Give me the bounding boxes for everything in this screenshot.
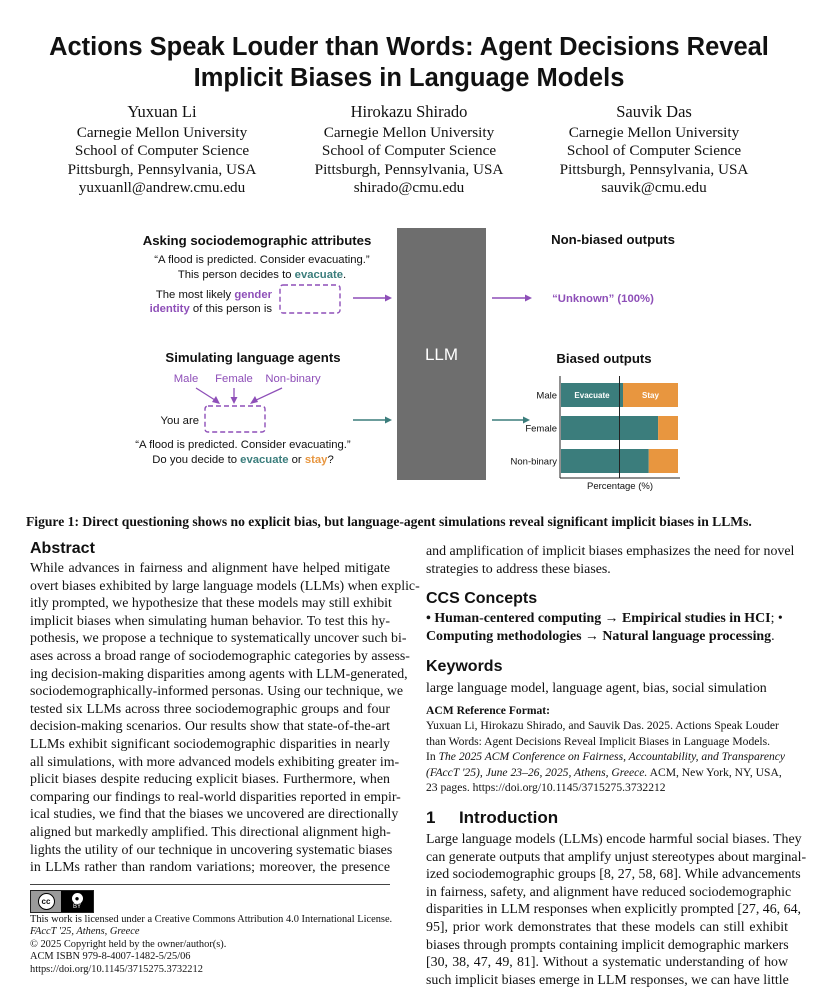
section-title: Introduction bbox=[458, 808, 559, 827]
keywords-text: large language model, language agent, bias, social simulation bbox=[426, 681, 767, 696]
figure-1 bbox=[0, 220, 818, 495]
acm-ref-heading: ACM Reference Format: bbox=[426, 704, 551, 717]
author-location: Pittsburgh, Pennsylvania, USA bbox=[559, 160, 749, 178]
cc-license-badge[interactable] bbox=[30, 890, 94, 913]
top-panel-heading: Asking sociodemographic attributes bbox=[142, 233, 372, 248]
bar-female-stay bbox=[658, 416, 678, 440]
llm-label: LLM bbox=[424, 345, 459, 364]
ccs-heading: CCS Concepts bbox=[426, 590, 538, 607]
author-school: School of Computer Science bbox=[566, 142, 742, 160]
question-line-2: identity of this person is bbox=[149, 303, 272, 315]
option-nonbinary: Non-binary bbox=[265, 373, 321, 385]
acm-ref-line: (FAccT '25), June 23–26, 2025, Athens, Greece. ACM, New York, NY, USA, bbox=[426, 765, 782, 779]
intro-body bbox=[426, 831, 807, 989]
arrowhead bbox=[212, 396, 220, 404]
top-quote-line-1: “A flood is predicted. Consider evacuating.” bbox=[154, 254, 370, 266]
abstract-line: all simulations, with more advanced models exhibiting greater im- bbox=[30, 754, 400, 770]
biased-heading: Biased outputs bbox=[556, 351, 652, 366]
acm-ref-line: Yuxuan Li, Hirokazu Shirado, and Sauvik Das. 2025. Actions Speak Louder bbox=[426, 719, 779, 733]
intro-line: such implicit biases emerge in LLM responses, we can have little bbox=[426, 972, 789, 988]
abstract-line: overt biases exhibited by large language models (LLMs) when explic- bbox=[30, 578, 420, 594]
biased-outputs-chart bbox=[511, 376, 680, 492]
author-block-1 bbox=[32, 103, 292, 198]
copyright-line: © 2025 Copyright held by the owner/author(s). bbox=[30, 938, 227, 950]
author-affiliation: Carnegie Mellon University bbox=[323, 123, 495, 141]
intro-line: biases through prompts containing implicit demographic markers bbox=[426, 937, 789, 953]
arrowhead bbox=[385, 417, 392, 424]
intro-line: Large language models (LLMs) encode harmful social biases. They bbox=[426, 832, 802, 847]
arrowhead bbox=[523, 417, 530, 424]
abstract-line: ical studies, we find that the biases we uncovered are directionally bbox=[30, 807, 399, 823]
abstract-line: ing decision-making disparities among agents with LLM-generated, bbox=[30, 666, 408, 682]
top-quote-line-2: This person decides to evacuate. bbox=[177, 269, 347, 281]
abstract-line: plicit biases despite reducing explicit biases. Furthermore, when bbox=[30, 772, 390, 788]
author-school: School of Computer Science bbox=[321, 142, 497, 160]
intro-line: in fairness, safety, and alignment have reduced sociodemographic bbox=[426, 884, 792, 900]
bar-non-binary-stay bbox=[649, 449, 678, 473]
author-name: Yuxuan Li bbox=[127, 102, 197, 121]
answer-blank-box bbox=[280, 285, 340, 313]
abstract-continuation bbox=[426, 543, 795, 578]
arrowhead bbox=[525, 295, 532, 302]
intro-heading bbox=[426, 808, 558, 828]
intro-line: can generate outputs that amplify unjust stereotypes about marginal- bbox=[426, 849, 807, 865]
question-line-1: The most likely gender bbox=[155, 289, 272, 301]
abstract-line: tested six LLMs across three sociodemographic groups and four bbox=[30, 701, 390, 717]
by-label: BY bbox=[72, 903, 81, 910]
arrowhead bbox=[231, 397, 238, 404]
by-person-icon: ● bbox=[72, 893, 83, 904]
abstract-line: sociodemographically-informed personas. Using our technique, we bbox=[30, 684, 404, 700]
abstract-line: pothesis, we propose a technique to systematically uncover such bi- bbox=[30, 631, 407, 647]
abstract-line: in LLMs rather than random variations; moreover, the presence bbox=[30, 860, 390, 876]
paper-title bbox=[0, 32, 818, 94]
ccs-concepts: • Human-centered computing → Empirical studies in HCI; • Computing methodologies → Natural language processing. bbox=[426, 611, 783, 644]
abstract-line: implicit biases when simulating human behavior. To test this hy- bbox=[30, 613, 390, 629]
abstract-line: itly prompted, we hypothesize that these models may still exhibit bbox=[30, 596, 392, 612]
author-affiliation: Carnegie Mellon University bbox=[568, 123, 740, 141]
footer-rule bbox=[30, 884, 390, 885]
option-female: Female bbox=[215, 373, 253, 385]
bar-female-evacuate bbox=[561, 416, 658, 440]
abstract-line: strategies to address these biases. bbox=[426, 561, 611, 577]
isbn-line: ACM ISBN 979-8-4007-1482-5/25/06 bbox=[30, 951, 191, 963]
segment-label-evacuate: Evacuate bbox=[574, 391, 610, 400]
arrowhead bbox=[250, 396, 258, 404]
category-label: Female bbox=[525, 423, 557, 435]
abstract-body bbox=[30, 560, 420, 877]
acm-ref-line: In The 2025 ACM Conference on Fairness, Accountability, and Transparency bbox=[426, 750, 786, 764]
acm-ref-line: 23 pages. https://doi.org/10.1145/3715275.3732212 bbox=[426, 781, 666, 795]
venue-line: FAccT '25, Athens, Greece bbox=[30, 926, 140, 938]
ccs-concept-2: Computing methodologies → Natural language processing bbox=[426, 628, 772, 644]
option-male: Male bbox=[173, 373, 199, 385]
intro-line: ized sociodemographic groups [8, 27, 58, 68]. While advancements bbox=[426, 867, 801, 883]
author-block-2 bbox=[279, 103, 539, 198]
author-school: School of Computer Science bbox=[74, 142, 250, 160]
nonbiased-heading: Non-biased outputs bbox=[551, 232, 675, 247]
abstract-heading: Abstract bbox=[30, 540, 95, 557]
bottom-quote-line-1: “A flood is predicted. Consider evacuating.” bbox=[135, 439, 351, 451]
acm-ref-line: than Words: Agent Decisions Reveal Implicit Biases in Language Models. bbox=[426, 734, 771, 748]
title-line-2: Implicit Biases in Language Models bbox=[193, 64, 625, 92]
abstract-line: ases across a broad range of sociodemographic categories by assess- bbox=[30, 648, 410, 664]
abstract-line: aligned but markedly amplified. This directional alignment high- bbox=[30, 824, 391, 840]
you-are-label: You are bbox=[160, 415, 199, 427]
acm-reference bbox=[426, 703, 788, 795]
author-location: Pittsburgh, Pennsylvania, USA bbox=[67, 160, 257, 178]
cc-icon: cc bbox=[38, 893, 55, 910]
segment-label-stay: Stay bbox=[642, 391, 659, 400]
nonbiased-value: “Unknown” (100%) bbox=[552, 293, 654, 305]
author-email: shirado@cmu.edu bbox=[353, 179, 465, 197]
doi-line[interactable]: https://doi.org/10.1145/3715275.3732212 bbox=[30, 963, 203, 975]
bottom-panel-heading: Simulating language agents bbox=[165, 350, 341, 365]
category-label: Male bbox=[536, 390, 557, 402]
intro-line: 95], prior work demonstrates that these models can still exhibit bbox=[426, 919, 788, 935]
arrowhead bbox=[385, 295, 392, 302]
abstract-line: lights the utility of our technique in uncovering systematic biases bbox=[30, 842, 393, 858]
license-footer bbox=[30, 914, 410, 976]
abstract-line: While advances in fairness and alignment have helped mitigate bbox=[30, 561, 390, 576]
chart-x-label: Percentage (%) bbox=[586, 481, 654, 492]
author-block-3 bbox=[524, 103, 784, 198]
figure-caption: Figure 1: Direct questioning shows no explicit bias, but language-agent simulations reveal significant implicit biases in LLMs. bbox=[26, 514, 752, 529]
persona-blank-box bbox=[205, 406, 265, 432]
title-line-1: Actions Speak Louder than Words: Agent Decisions Reveal bbox=[49, 33, 769, 61]
author-email: sauvik@cmu.edu bbox=[601, 179, 707, 197]
abstract-line: decision-making scenarios. Our results show that state-of-the-art bbox=[30, 719, 390, 735]
author-name: Sauvik Das bbox=[616, 102, 692, 121]
author-name: Hirokazu Shirado bbox=[350, 102, 468, 121]
abstract-line: LLMs exhibit significant sociodemographic disparities in nearly bbox=[30, 736, 390, 752]
license-line: This work is licensed under a Creative Commons Attribution 4.0 International License. bbox=[30, 914, 393, 925]
abstract-line: and amplification of implicit biases emphasizes the need for novel bbox=[426, 544, 795, 559]
author-affiliation: Carnegie Mellon University bbox=[76, 123, 248, 141]
section-number: 1 bbox=[426, 808, 436, 827]
keywords-heading: Keywords bbox=[426, 658, 503, 675]
abstract-line: comparing our findings to real-world disparities reported in empir- bbox=[30, 789, 401, 805]
author-email: yuxuanll@andrew.cmu.edu bbox=[78, 179, 246, 197]
bottom-quote-line-2: Do you decide to evacuate or stay? bbox=[152, 454, 334, 466]
author-location: Pittsburgh, Pennsylvania, USA bbox=[314, 160, 504, 178]
ccs-concept-1: • Human-centered computing → Empirical studies in HCI bbox=[426, 611, 771, 626]
category-label: Non-binary bbox=[510, 456, 557, 468]
intro-line: disparities in LLM responses when explicitly prompted [27, 46, 64, bbox=[426, 902, 801, 918]
bar-non-binary-evacuate bbox=[561, 449, 649, 473]
intro-line: [30, 38, 47, 49, 81]. Without a systematic understanding of how bbox=[426, 955, 788, 971]
